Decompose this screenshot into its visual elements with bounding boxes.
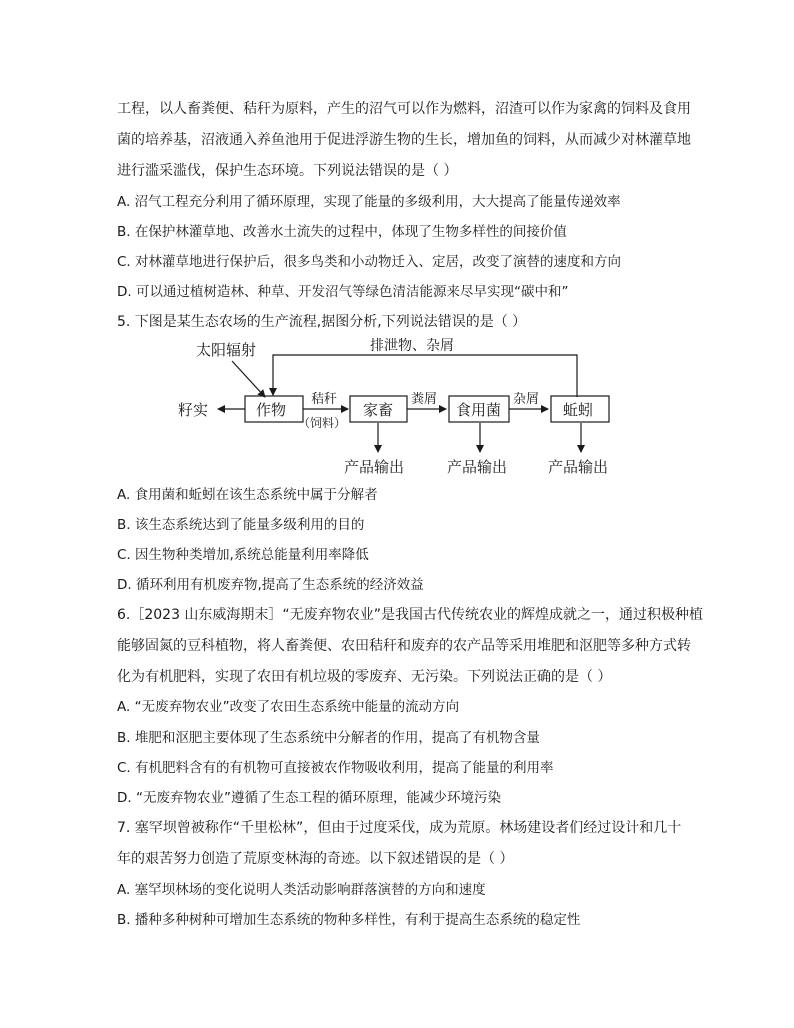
output-label-2: 产品输出 bbox=[447, 458, 508, 476]
return-label: 排泄物、杂屑 bbox=[370, 338, 454, 354]
q6-option-a: A. “无废弃物农业”改变了农田生态系统中能量的流动方向 bbox=[117, 699, 460, 715]
q6-stem-line-2: 能够固氮的豆科植物，将人畜粪便、农田秸秆和废弃的农产品等采用堆肥和沤肥等多种方式转 bbox=[117, 638, 691, 654]
return-arrow bbox=[273, 355, 577, 397]
straw-label: 秸秆 bbox=[311, 392, 338, 407]
output-label-3: 产品输出 bbox=[548, 458, 609, 476]
output-label-1: 产品输出 bbox=[344, 458, 405, 476]
fungus-label: 食用菌 bbox=[456, 401, 502, 419]
q4-option-b: B. 在保护林灌草地、改善水土流失的过程中，体现了生物多样性的间接价值 bbox=[117, 224, 567, 240]
q5-option-d: D. 循环利用有机废弃物,提高了生态系统的经济效益 bbox=[117, 577, 424, 593]
manure-label: 粪屑 bbox=[411, 392, 438, 407]
q6-option-d: D. “无废弃物农业”遵循了生态工程的循环原理，能减少环境污染 bbox=[117, 790, 501, 806]
q6-option-c: C. 有机肥料含有的有机物可直接被农作物吸收利用，提高了能量的利用率 bbox=[117, 760, 554, 776]
eco-farm-flow-diagram bbox=[170, 335, 630, 480]
q4-option-a: A. 沼气工程充分利用了循环原理，实现了能量的多级利用，大大提高了能量传递效率 bbox=[117, 194, 621, 210]
q4-stem-line-2: 菌的培养基，沼液通入养鱼池用于促进浮游生物的生长，增加鱼的饲料，从而减少对林灌草地 bbox=[117, 132, 691, 148]
q5-option-c: C. 因生物种类增加,系统总能量利用率降低 bbox=[117, 547, 369, 563]
sun-arrow bbox=[232, 361, 265, 397]
q6-stem-line-1: 6.［2023 山东威海期末］“无废弃物农业”是我国古代传统农业的辉煌成就之一，通过积极种植 bbox=[117, 607, 703, 623]
q6-option-b: B. 堆肥和沤肥主要体现了生态系统中分解者的作用，提高了有机物含量 bbox=[117, 730, 540, 746]
scraps-label: 杂屑 bbox=[513, 392, 540, 407]
livestock-label: 家畜 bbox=[363, 401, 394, 419]
q7-option-b: B. 播种多种树种可增加生态系统的物种多样性，有利于提高生态系统的稳定性 bbox=[117, 912, 581, 928]
sun-label: 太阳辐射 bbox=[196, 341, 257, 359]
q7-stem-line-2: 年的艰苦努力创造了荒原变林海的奇迹。以下叙述错误的是（ ） bbox=[117, 851, 514, 867]
q7-stem-line-1: 7. 塞罕坝曾被称作“千里松林”，但由于过度采伐，成为荒原。林场建设者们经过设计和几十 bbox=[117, 820, 682, 836]
q7-option-a: A. 塞罕坝林场的变化说明人类活动影响群落演替的方向和速度 bbox=[117, 882, 486, 898]
feed-label: （饲料） bbox=[298, 416, 347, 430]
q4-option-c: C. 对林灌草地进行保护后，很多鸟类和小动物迁入、定居，改变了演替的速度和方向 bbox=[117, 254, 622, 270]
q5-stem: 5. 下图是某生态农场的生产流程,据图分析,下列说法错误的是（ ） bbox=[117, 314, 527, 330]
q6-stem-line-3: 化为有机肥料，实现了农田有机垃圾的零废弃、无污染。下列说法正确的是（ ） bbox=[117, 669, 612, 685]
q5-option-a: A. 食用菌和蚯蚓在该生态系统中属于分解者 bbox=[117, 487, 378, 503]
q4-stem-line-3: 进行滥采滥伐，保护生态环境。下列说法错误的是（ ） bbox=[117, 163, 458, 179]
q5-option-b: B. 该生态系统达到了能量多级利用的目的 bbox=[117, 517, 365, 533]
crop-label: 作物 bbox=[256, 401, 287, 419]
q4-stem-line-1: 工程，以人畜粪便、秸秆为原料，产生的沼气可以作为燃料，沼渣可以作为家禽的饲料及食用 bbox=[117, 101, 691, 117]
earthworm-label: 蚯蚓 bbox=[563, 401, 594, 419]
seeds-label: 籽实 bbox=[178, 401, 209, 419]
q4-option-d: D. 可以通过植树造林、种草、开发沼气等绿色清洁能源来尽早实现“碳中和” bbox=[117, 284, 569, 300]
